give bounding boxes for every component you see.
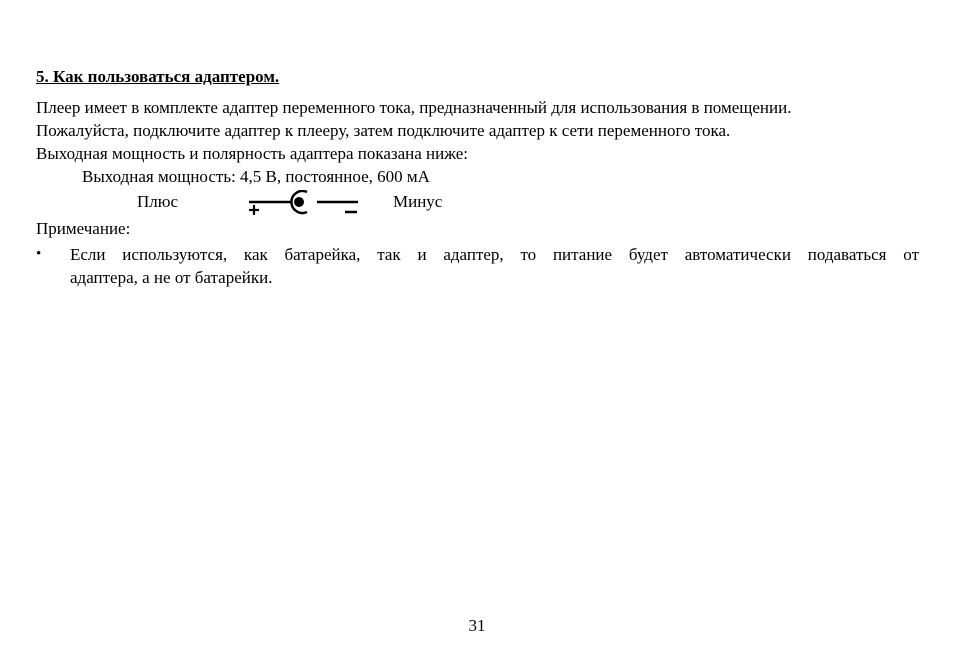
- plus-label: Плюс: [137, 192, 179, 211]
- intro-paragraph: [36, 96, 920, 165]
- intro-line-3: Выходная мощность и полярность адаптера показана ниже:: [36, 144, 469, 163]
- note-line-2: адаптера, а не от батарейки.: [70, 268, 273, 287]
- note-bullet-text: [70, 243, 919, 289]
- output-power-spec: Выходная мощность: 4,5 В, постоянное, 600 мА: [82, 167, 430, 186]
- note-line-1: Если используются, как батарейка, так и адаптер, то питание будет автоматически подаваться от: [70, 245, 919, 264]
- minus-label: Минус: [393, 192, 443, 211]
- dc-polarity-symbol-icon: [245, 190, 360, 218]
- note-label: Примечание:: [36, 219, 131, 238]
- intro-line-2: Пожалуйста, подключите адаптер к плееру, затем подключите адаптер к сети переменного тока.: [36, 121, 731, 140]
- page-number: 31: [468, 616, 486, 635]
- section-heading: 5. Как пользоваться адаптером.: [36, 67, 280, 86]
- bullet-marker: •: [36, 246, 42, 262]
- intro-line-1: Плеер имеет в комплекте адаптер переменного тока, предназначенный для использования в помещении.: [36, 98, 792, 117]
